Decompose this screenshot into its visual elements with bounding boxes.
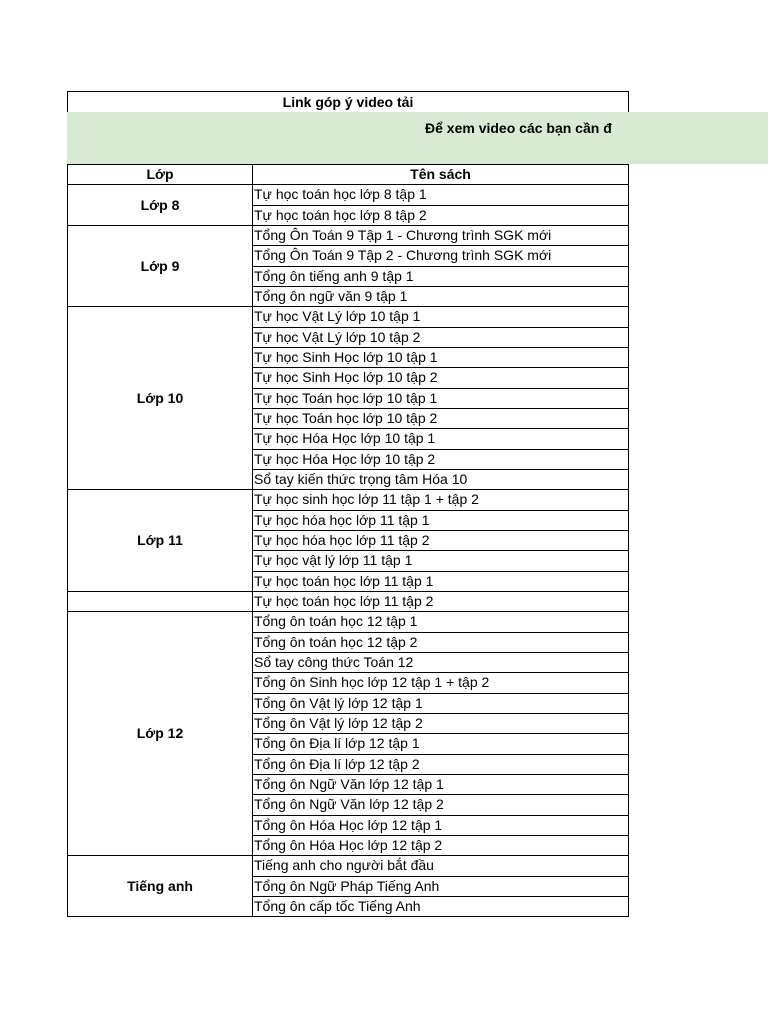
book-title: Tổng ôn Vật lý lớp 12 tập 2 — [254, 715, 423, 731]
book-title: Tổng ôn Địa lí lớp 12 tập 1 — [254, 735, 420, 751]
book-title: Tự học Toán học lớp 10 tập 2 — [254, 410, 438, 426]
grade-label: Lớp 11 — [137, 532, 183, 548]
book-title: Tổng ôn Ngữ Văn lớp 12 tập 1 — [254, 776, 444, 792]
grid-line — [628, 164, 629, 917]
grid-line — [67, 916, 629, 917]
grid-line — [252, 164, 253, 917]
sheet-title: Link góp ý video tải — [67, 91, 629, 113]
instruction-banner-text: Để xem video các bạn cần đ — [425, 120, 612, 136]
book-title: Tự học hóa học lớp 11 tập 2 — [254, 532, 430, 548]
book-title: Tự học Vật Lý lớp 10 tập 2 — [254, 329, 421, 345]
column-header-book: Tên sách — [410, 166, 471, 182]
book-title: Tự học Sinh Học lớp 10 tập 1 — [254, 349, 438, 365]
book-title: Tổng ôn Sinh học lớp 12 tập 1 + tập 2 — [254, 674, 490, 690]
book-title: Sổ tay kiến thức trọng tâm Hóa 10 — [254, 471, 468, 487]
book-title: Tự học Hóa Học lớp 10 tập 1 — [254, 430, 436, 446]
book-title: Tự học toán học lớp 8 tập 1 — [254, 186, 427, 202]
book-title: Tự học vật lý lớp 11 tập 1 — [254, 552, 413, 568]
instruction-banner — [67, 112, 768, 164]
book-title: Sổ tay công thức Toán 12 — [254, 654, 414, 670]
grade-label: Tiếng anh — [127, 877, 193, 894]
book-title: Tự học hóa học lớp 11 tập 1 — [254, 512, 430, 528]
book-title: Tự học sinh học lớp 11 tập 1 + tập 2 — [254, 491, 479, 507]
book-title: Tổng ôn Hóa Học lớp 12 tập 1 — [254, 817, 443, 833]
book-title: Tổng ôn Hóa Học lớp 12 tập 2 — [254, 837, 443, 853]
grade-label: Lớp 12 — [136, 725, 184, 741]
book-title: Tổng ôn Địa lí lớp 12 tập 2 — [254, 756, 420, 772]
grade-label: Lớp 9 — [140, 257, 180, 274]
book-title: Tổng Ôn Toán 9 Tập 2 - Chương trình SGK mới — [254, 247, 552, 263]
grade-label — [68, 591, 252, 611]
book-title: Tự học toán học lớp 11 tập 2 — [254, 593, 434, 609]
grade-label: Lớp 8 — [140, 196, 180, 213]
book-title: Tự học toán học lớp 8 tập 2 — [254, 207, 427, 223]
book-title: Tiếng anh cho người bắt đầu — [254, 857, 434, 873]
book-title: Tự học Toán học lớp 10 tập 1 — [254, 390, 438, 406]
book-title: Tự học toán học lớp 11 tập 1 — [254, 573, 434, 589]
book-title: Tổng ôn cấp tốc Tiếng Anh — [254, 898, 421, 914]
grade-label: Lớp 10 — [136, 389, 184, 406]
book-title: Tự học Vật Lý lớp 10 tập 1 — [254, 308, 421, 324]
book-title: Tự học Hóa Học lớp 10 tập 2 — [254, 451, 436, 467]
book-title: Tổng ôn tiếng anh 9 tập 1 — [254, 268, 414, 284]
book-title: Tổng ôn Ngữ Văn lớp 12 tập 2 — [254, 796, 444, 812]
grid-line — [67, 164, 629, 165]
column-header-grade: Lớp — [146, 166, 174, 182]
book-title: Tổng ôn toán học 12 tập 2 — [254, 634, 418, 650]
book-title: Tổng ôn Ngữ Pháp Tiếng Anh — [254, 878, 440, 894]
book-title: Tổng Ôn Toán 9 Tập 1 - Chương trình SGK mới — [254, 227, 552, 243]
book-title: Tổng ôn Vật lý lớp 12 tập 1 — [254, 695, 423, 711]
book-title: Tổng ôn ngữ văn 9 tập 1 — [254, 288, 408, 304]
book-title: Tổng ôn toán học 12 tập 1 — [254, 613, 418, 629]
book-title: Tự học Sinh Học lớp 10 tập 2 — [254, 369, 438, 385]
